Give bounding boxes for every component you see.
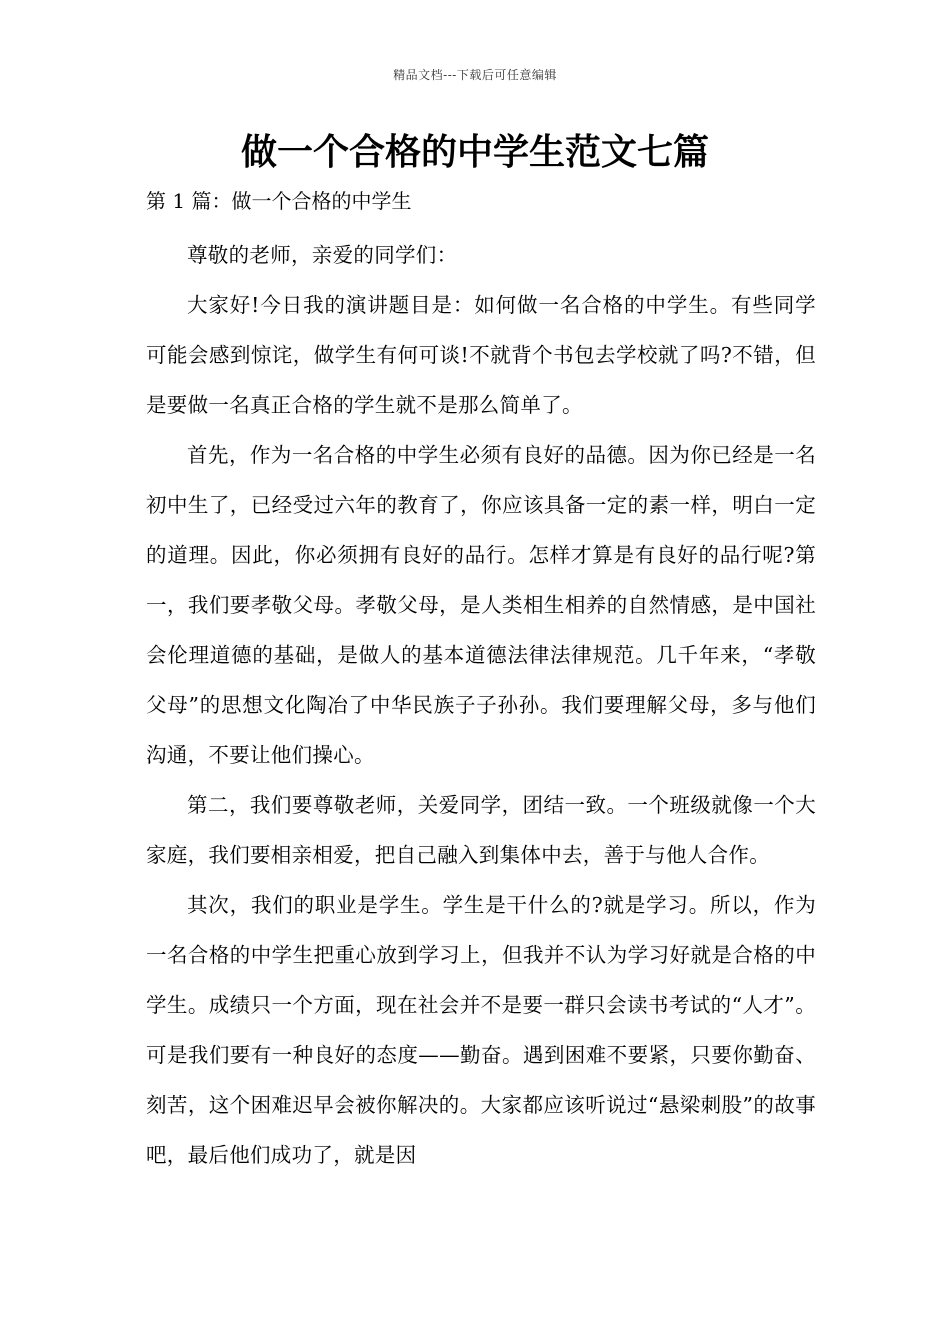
paragraph-intro: 大家好!今日我的演讲题目是：如何做一名合格的中学生。有些同学可能会感到惊诧，做学生有何可谈!不就背个书包去学校就了吗?不错，但是要做一名真正合格的学生就不是那么简单了。: [146, 293, 816, 417]
paragraph-respect: 第二，我们要尊敬老师，关爱同学，团结一致。一个班级就像一个大家庭，我们要相亲相爱，把自己融入到集体中去，善于与他人合作。: [146, 793, 816, 867]
document-title: 做一个合格的中学生范文七篇: [240, 132, 709, 173]
section-heading: 第 1 篇：做一个合格的中学生: [146, 189, 412, 213]
paragraph-study: 其次，我们的职业是学生。学生是干什么的?就是学习。所以，作为一名合格的中学生把重心放到学习上，但我并不认为学习好就是合格的中学生。成绩只一个方面，现在社会并不是要一群只会读书考试的“人才”。可是我们要有一种良好的态度——勤奋。遇到困难不要紧，只要你勤奋、刻苦，这个困难迟早会被你解决的。大家都应该听说过“悬梁刺股”的故事吧，最后他们成功了，就是因: [146, 893, 816, 1167]
paragraph-greeting: 尊敬的老师，亲爱的同学们：: [187, 243, 458, 267]
paragraph-morality: 首先，作为一名合格的中学生必须有良好的品德。因为你已经是一名初中生了，已经受过六年的教育了，你应该具备一定的素一样，明白一定的道理。因此，你必须拥有良好的品行。怎样才算是有良好的品行呢?第一，我们要孝敬父母。孝敬父母，是人类相生相养的自然情感，是中国社会伦理道德的基础，是做人的基本道德法律法律规范。几千年来，“孝敬父母”的思想文化陶冶了中华民族子子孙孙。我们要理解父母，多与他们沟通，不要让他们操心。: [146, 443, 816, 767]
header-note: 精品文档---下载后可任意编辑: [393, 68, 557, 82]
document-body: [146, 230, 816, 1180]
